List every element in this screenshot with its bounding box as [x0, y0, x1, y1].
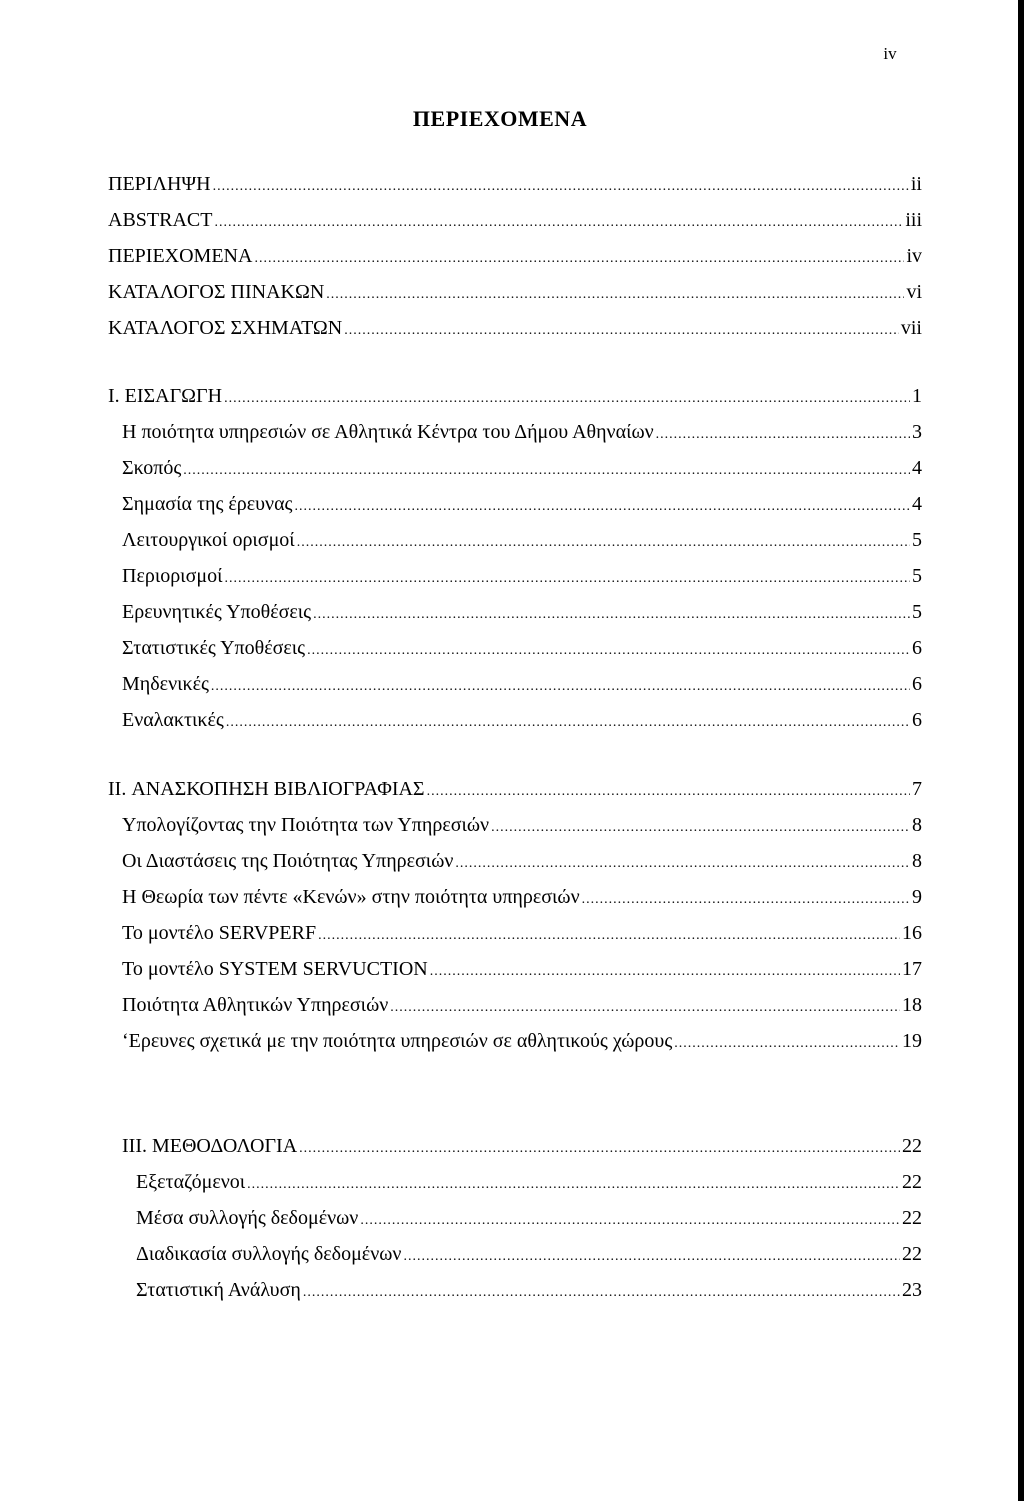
dot-leader: [254, 247, 904, 271]
toc-entry-page: iii: [905, 209, 922, 231]
dot-leader: [214, 211, 903, 235]
toc-entry-label: ‘Ερευνες σχετικά με την ποιότητα υπηρεσιών σε αθλητικούς χώρους: [122, 1030, 673, 1052]
toc-entry[interactable]: [122, 708, 922, 735]
toc-entry[interactable]: [108, 280, 922, 307]
toc-entry-page: 18: [902, 994, 922, 1016]
toc-entry-page: 8: [912, 814, 922, 836]
toc-entry-label: Οι Διαστάσεις της Ποιότητας Υπηρεσιών: [122, 850, 454, 872]
toc-entry-page: 6: [912, 637, 922, 659]
dot-leader: [390, 996, 900, 1020]
toc-entry[interactable]: [122, 885, 922, 912]
toc-entry-page: 23: [902, 1279, 922, 1301]
toc-entry-label: II. ΑΝΑΣΚΟΠΗΣΗ ΒΙΒΛΙΟΓΡΑΦΙΑΣ: [108, 778, 425, 800]
scan-edge-line: [1019, 1275, 1021, 1501]
toc-entry-label: Μηδενικές: [122, 673, 209, 695]
toc-entry[interactable]: [122, 1029, 922, 1056]
toc-entry-page: 22: [902, 1207, 922, 1229]
toc-entry-page: 22: [902, 1135, 922, 1157]
toc-entry[interactable]: [122, 813, 922, 840]
toc-entry[interactable]: [122, 957, 922, 984]
toc-entry[interactable]: [122, 420, 922, 447]
toc-entry-page: 19: [902, 1030, 922, 1052]
dot-leader: [656, 423, 910, 447]
toc-entry-label: Η ποιότητα υπηρεσιών σε Αθλητικά Κέντρα του Δήμου Αθηναίων: [122, 421, 654, 443]
toc-entry[interactable]: [122, 921, 922, 948]
page-number: iv: [883, 44, 897, 63]
page-title: ΠΕΡΙΕΧΟΜΕΝΑ: [412, 106, 588, 131]
toc-entry-label: Λειτουργικοί ορισμοί: [122, 529, 295, 551]
toc-entry-page: 3: [912, 421, 922, 443]
dot-leader: [303, 1281, 900, 1305]
toc-entry-label: Σημασία της έρευνας: [122, 493, 293, 515]
toc-entry-label: Σκοπός: [122, 457, 182, 479]
toc-entry[interactable]: [136, 1206, 922, 1233]
toc-entry[interactable]: [122, 672, 922, 699]
toc-entry-label: ΠΕΡΙΛΗΨΗ: [108, 173, 211, 195]
toc-entry[interactable]: [108, 172, 922, 199]
toc-entry-label: ΚΑΤΑΛΟΓΟΣ ΣΧΗΜΑΤΩΝ: [108, 317, 343, 339]
toc-entry-label: Εναλακτικές: [122, 709, 224, 731]
dot-leader: [344, 319, 899, 343]
toc-entry-label: ΠΕΡΙΕΧΟΜΕΝΑ: [108, 245, 253, 267]
dot-leader: [430, 960, 900, 984]
toc-chapter-entry[interactable]: [108, 384, 922, 411]
toc-entry-page: 7: [912, 778, 922, 800]
dot-leader: [224, 567, 910, 591]
dot-leader: [403, 1245, 900, 1269]
dot-leader: [224, 387, 910, 411]
toc-entry[interactable]: [122, 528, 922, 555]
toc-entry-page: iv: [906, 245, 922, 267]
toc-entry-page: 6: [912, 709, 922, 731]
dot-leader: [183, 459, 910, 483]
toc-entry[interactable]: [122, 849, 922, 876]
toc-entry-page: 16: [902, 922, 922, 944]
dot-leader: [299, 1137, 900, 1161]
toc-entry[interactable]: [122, 456, 922, 483]
toc-entry[interactable]: [136, 1278, 922, 1305]
toc-entry[interactable]: [108, 244, 922, 271]
dot-leader: [297, 531, 910, 555]
toc-entry-label: ABSTRACT: [108, 209, 213, 231]
toc-chapter-entry[interactable]: [108, 777, 922, 804]
dot-leader: [226, 711, 910, 735]
toc-entry-page: 5: [912, 529, 922, 551]
toc-entry[interactable]: [122, 993, 922, 1020]
toc-entry-page: vii: [900, 317, 922, 339]
dot-leader: [318, 924, 900, 948]
toc-entry-label: Το μοντέλο SYSTEM SERVUCTION: [122, 958, 428, 980]
toc-entry-label: Η Θεωρία των πέντε «Κενών» στην ποιότητα υπηρεσιών: [122, 886, 580, 908]
toc-entry-label: Διαδικασία συλλογής δεδομένων: [136, 1243, 402, 1265]
dot-leader: [313, 603, 910, 627]
toc-entry-page: 4: [912, 457, 922, 479]
toc-entry[interactable]: [136, 1242, 922, 1269]
toc-entry-page: 4: [912, 493, 922, 515]
toc-entry-page: 5: [912, 601, 922, 623]
toc-entry[interactable]: [108, 208, 922, 235]
toc-entry-label: III. ΜΕΘΟΔΟΛΟΓΙΑ: [122, 1135, 298, 1157]
toc-entry-label: Εξεταζόμενοι: [136, 1171, 246, 1193]
dot-leader: [582, 888, 910, 912]
toc-chapter-entry[interactable]: [122, 1134, 922, 1161]
dot-leader: [213, 175, 909, 199]
toc-entry-page: ii: [910, 173, 922, 195]
toc-entry-page: 22: [902, 1171, 922, 1193]
toc-entry-label: Στατιστικές Υποθέσεις: [122, 637, 306, 659]
dot-leader: [455, 852, 910, 876]
toc-entry-label: Ερευνητικές Υποθέσεις: [122, 601, 312, 623]
toc-entry-label: Το μοντέλο SERVPERF: [122, 922, 317, 944]
toc-entry-page: 8: [912, 850, 922, 872]
toc-entry-page: 5: [912, 565, 922, 587]
toc-entry-label: Ποιότητα Αθλητικών Υπηρεσιών: [122, 994, 389, 1016]
toc-entry-page: 22: [902, 1243, 922, 1265]
dot-leader: [326, 283, 904, 307]
dot-leader: [307, 639, 910, 663]
toc-entry[interactable]: [108, 316, 922, 343]
dot-leader: [247, 1173, 900, 1197]
toc-entry[interactable]: [122, 492, 922, 519]
dot-leader: [294, 495, 910, 519]
toc-entry-label: Στατιστική Ανάλυση: [136, 1279, 301, 1301]
dot-leader: [427, 780, 910, 804]
dot-leader: [674, 1032, 900, 1056]
toc-entry-page: 6: [912, 673, 922, 695]
toc-entry-page: 17: [902, 958, 922, 980]
toc-entry-label: Περιορισμοί: [122, 565, 223, 587]
toc-entry-page: vi: [906, 281, 922, 303]
toc-entry-label: Μέσα συλλογής δεδομένων: [136, 1207, 359, 1229]
dot-leader: [211, 675, 910, 699]
toc-entry-page: 1: [912, 385, 922, 407]
toc-entry[interactable]: [136, 1170, 922, 1197]
toc-entry-label: ΚΑΤΑΛΟΓΟΣ ΠΙΝΑΚΩΝ: [108, 281, 325, 303]
toc-entry-label: Υπολογίζοντας την Ποιότητα των Υπηρεσιών: [122, 814, 490, 836]
dot-leader: [491, 816, 910, 840]
toc-entry-page: 9: [912, 886, 922, 908]
toc-entry-label: I. ΕΙΣΑΓΩΓΗ: [108, 385, 223, 407]
toc-entry[interactable]: [122, 564, 922, 591]
toc-entry[interactable]: [122, 636, 922, 663]
dot-leader: [360, 1209, 900, 1233]
toc-entry[interactable]: [122, 600, 922, 627]
